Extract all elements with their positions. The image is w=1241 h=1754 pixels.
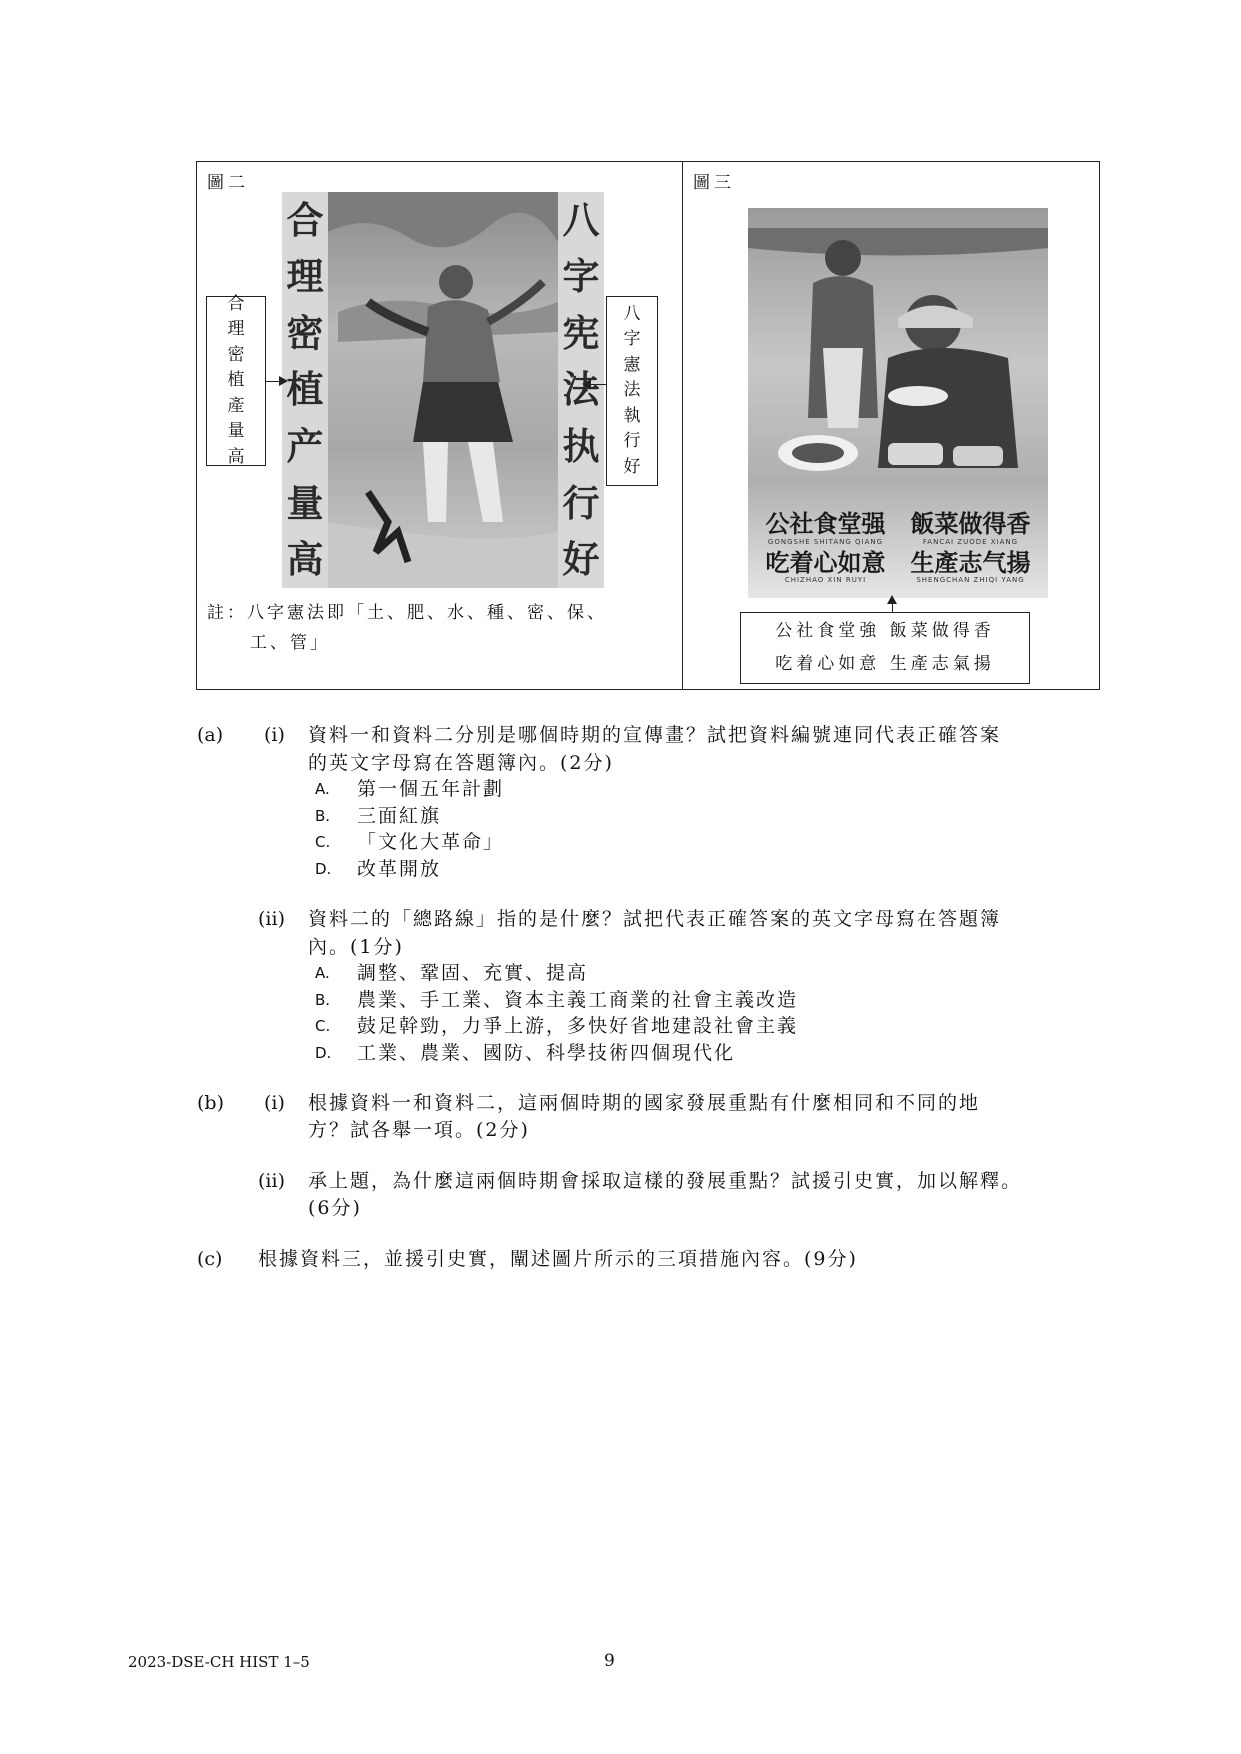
poster-slogan-zh: 吃着心如意 — [765, 547, 886, 577]
option-text: 農業、手工業、資本主義工商業的社會主義改造 — [357, 989, 799, 1011]
exam-code: 2023-DSE-CH HIST 1–5 — [128, 1653, 310, 1671]
question-b-i-label: (i) — [264, 1092, 285, 1114]
option-text: 改革開放 — [357, 858, 442, 880]
poster-right-slogan — [558, 192, 604, 588]
poster-right-char: 行 — [562, 480, 600, 525]
right-annotation-char: 字 — [623, 329, 641, 350]
caption-arrow — [892, 598, 893, 612]
option-letter: A. — [315, 964, 330, 982]
option-text: 「文化大革命」 — [357, 831, 505, 853]
poster-canteen-illustration — [748, 208, 1048, 508]
poster-right-char: 字 — [562, 254, 600, 299]
option-letter: B. — [315, 991, 331, 1009]
option-text: 調整、鞏固、充實、提高 — [357, 962, 589, 984]
left-annotation-arrow — [266, 381, 286, 382]
poster-left-char: 产 — [286, 424, 324, 469]
poster-left-char: 密 — [286, 310, 324, 355]
right-annotation-char: 法 — [623, 380, 641, 401]
figure-2-note-line1: 註：八字憲法即「土、肥、水、種、密、保、 — [207, 603, 607, 623]
right-annotation-char: 憲 — [623, 354, 641, 375]
option-letter: A. — [315, 780, 330, 798]
figure-divider — [682, 162, 683, 689]
figure-2-label: 圖二 — [207, 173, 249, 193]
poster-right-char: 法 — [562, 367, 600, 412]
right-annotation-box — [606, 296, 658, 486]
question-c-label: (c) — [197, 1248, 223, 1270]
poster-left-char: 高 — [286, 537, 324, 582]
question-b-ii-line1: 承上題，為什麼這兩個時期會採取這樣的發展重點？試援引史實，加以解釋。 — [308, 1170, 1023, 1192]
question-a-i-line1: 資料一和資料二分別是哪個時期的宣傳畫？試把資料編號連同代表正確答案 — [308, 724, 1002, 746]
poster-slogan — [903, 511, 1038, 545]
poster-left-char: 植 — [286, 367, 324, 412]
poster-slogan — [903, 547, 1038, 584]
poster-right-char: 好 — [562, 537, 600, 582]
left-annotation-char: 密 — [227, 344, 245, 365]
option-letter: D. — [315, 860, 332, 878]
right-annotation-char: 八 — [623, 303, 641, 324]
figure-2-poster — [282, 192, 604, 588]
question-a-i-line2: 的英文字母寫在答題簿內。(2分) — [308, 752, 614, 774]
left-annotation-char: 植 — [227, 370, 245, 391]
poster-left-char: 合 — [286, 197, 324, 242]
question-a-ii-line2: 內。(1分) — [308, 936, 404, 958]
poster-farmer-illustration — [328, 192, 558, 588]
question-a-ii-line1: 資料二的「總路線」指的是什麼？試把代表正確答案的英文字母寫在答題簿 — [308, 908, 1002, 930]
option-letter: D. — [315, 1044, 332, 1062]
poster-slogan — [758, 547, 893, 584]
option-letter: C. — [315, 833, 331, 851]
poster-right-char: 八 — [562, 197, 600, 242]
caption-line-1: 公社食堂強 飯菜做得香 — [775, 621, 995, 641]
poster-slogan-pinyin: SHENGCHAN ZHIQI YANG — [916, 576, 1025, 584]
option-letter: B. — [315, 807, 331, 825]
right-annotation-char: 好 — [623, 456, 641, 477]
poster-slogan-zh: 飯菜做得香 — [910, 509, 1031, 539]
poster-left-char: 理 — [286, 254, 324, 299]
poster-slogan-pinyin: FANCAI ZUODE XIANG — [922, 537, 1019, 546]
poster-left-char: 量 — [286, 480, 324, 525]
left-annotation-char: 合 — [227, 293, 245, 314]
poster-slogan-pinyin: GONGSHE SHITANG QIANG — [767, 537, 884, 546]
left-annotation-box — [206, 293, 266, 467]
poster-slogan-zh: 生產志气揚 — [910, 547, 1031, 577]
option-letter: C. — [315, 1017, 331, 1035]
poster-slogan-zh: 公社食堂强 — [765, 509, 886, 539]
figure-3-label: 圖三 — [693, 173, 735, 193]
question-a-ii-label: (ii) — [258, 908, 285, 930]
poster-slogan — [758, 511, 893, 545]
question-a-label: (a) — [197, 724, 224, 746]
poster-slogan-pinyin: CHIZHAO XIN RUYI — [784, 576, 867, 584]
question-b-label: (b) — [197, 1092, 224, 1114]
question-b-ii-label: (ii) — [258, 1170, 285, 1192]
right-annotation-char: 執 — [623, 405, 641, 426]
figure-3-caption-box — [740, 612, 1030, 684]
left-annotation-char: 產 — [227, 395, 245, 416]
question-c-text: 根據資料三，並援引史實，闡述圖片所示的三項措施內容。(9分) — [258, 1248, 858, 1270]
caption-line-2: 吃着心如意 生產志氣揚 — [775, 654, 995, 674]
question-b-ii-line2: (6分) — [308, 1197, 362, 1219]
option-text: 三面紅旗 — [357, 805, 442, 827]
poster-slogan-grid — [758, 511, 1038, 584]
option-text: 鼓足幹勁，力爭上游，多快好省地建設社會主義 — [357, 1015, 799, 1037]
right-annotation-char: 行 — [623, 431, 641, 452]
question-b-i-line1: 根據資料一和資料二，這兩個時期的國家發展重點有什麼相同和不同的地 — [308, 1092, 981, 1114]
figure-3-poster — [748, 208, 1048, 598]
figure-2-note-line2: 工、管」 — [250, 633, 330, 653]
left-annotation-char: 量 — [227, 421, 245, 442]
poster-right-char: 执 — [562, 424, 600, 469]
page-number: 9 — [604, 1651, 615, 1671]
question-a-i-label: (i) — [264, 724, 285, 746]
poster-right-char: 宪 — [562, 310, 600, 355]
left-annotation-char: 理 — [227, 319, 245, 340]
option-text: 第一個五年計劃 — [357, 778, 505, 800]
question-b-i-line2: 方？試各舉一項。(2分) — [308, 1119, 530, 1141]
poster-left-slogan — [282, 192, 328, 588]
option-text: 工業、農業、國防、科學技術四個現代化 — [357, 1042, 736, 1064]
left-annotation-char: 高 — [227, 446, 245, 467]
right-annotation-arrow — [584, 384, 606, 385]
